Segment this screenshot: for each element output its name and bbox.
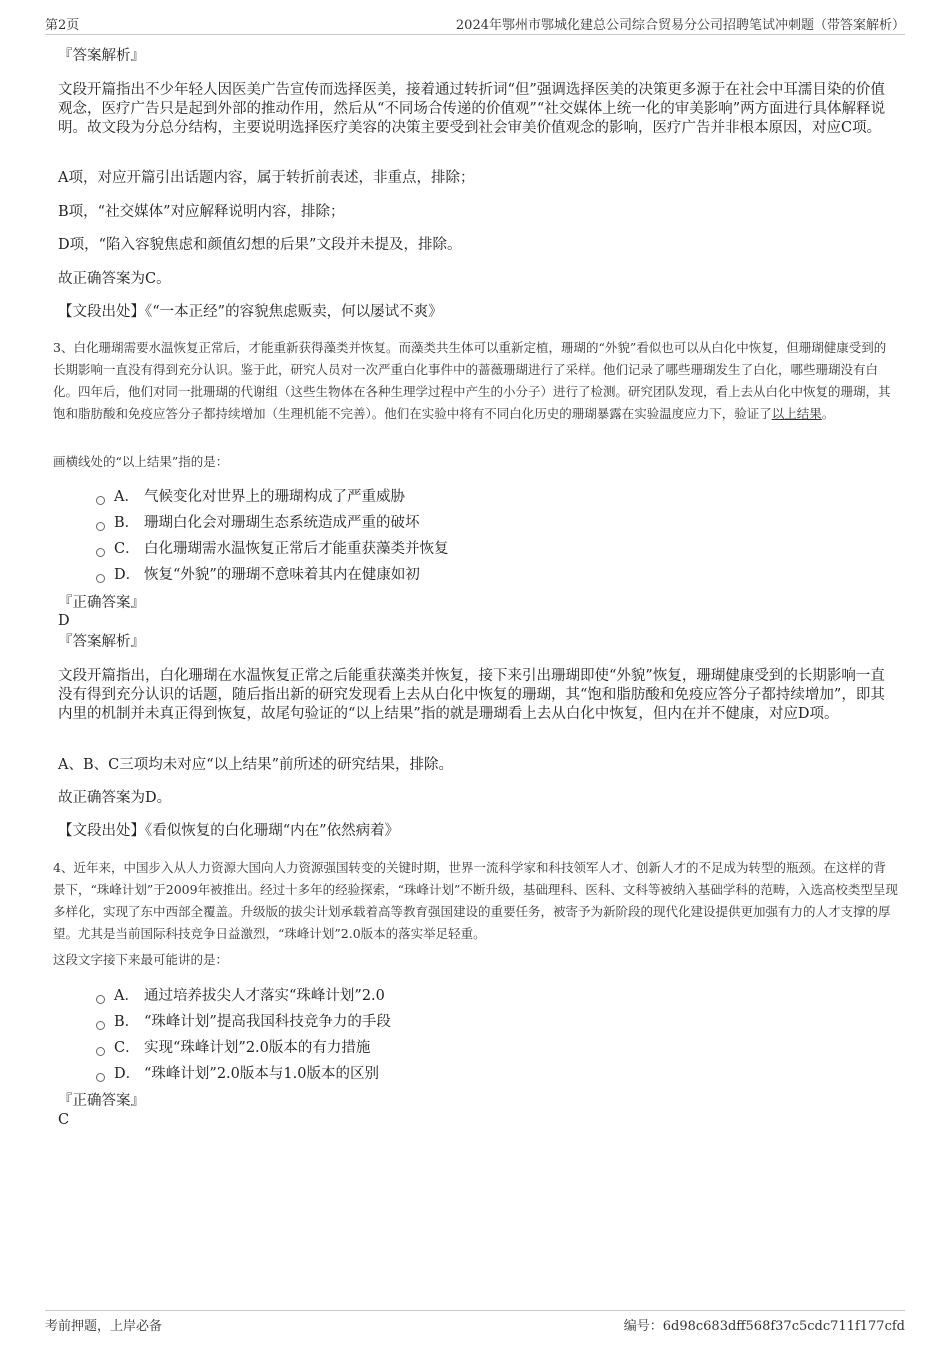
option-abc-analysis: A、B、C三项均未对应“以上结果”前所述的研究结果，排除。	[58, 757, 454, 773]
radio-icon[interactable]	[96, 1047, 105, 1056]
answer-conclusion: 故正确答案为D。	[58, 790, 172, 806]
question-4-option-c[interactable]: C． 实现“珠峰计划”2.0版本的有力措施	[96, 1038, 370, 1058]
radio-icon[interactable]	[96, 1021, 105, 1030]
analysis-text: 文段开篇指出不少年轻人因医美广告宣传而选择医美，接着通过转折词“但”强调选择医美的决策更多源于在社会中耳濡目染的价值观念，医疗广告只是起到外部的推动作用，然后从“不同场合传递的价值观”“社交媒体上统一化的审美影响”两方面进行具体解释说明。故文段为分总分结构，主要说明选择医疗美容的决策主要受到社会审美价值观念的影响，医疗广告并非根本原因，对应C项。	[58, 82, 886, 136]
correct-answer: D	[58, 613, 70, 629]
analysis-text: 文段开篇指出，白化珊瑚在水温恢复正常之后能重获藻类并恢复，接下来引出珊瑚即使“外貌”恢复，珊瑚健康受到的长期影响一直没有得到充分认识的话题，随后指出新的研究发现看上去从白化中恢复的珊瑚，其“饱和脂肪酸和免疫应答分子都持续增加”，即其内里的机制并未真正得到恢复，故尾句验证的“以上结果”指的就是珊瑚看上去从白化中恢复，但内在并不健康，对应D项。	[58, 668, 885, 722]
question-4-option-d[interactable]: D． “珠峰计划”2.0版本与1.0版本的区别	[96, 1064, 379, 1084]
radio-icon[interactable]	[96, 574, 105, 583]
question-4-option-b[interactable]: B． “珠峰计划”提高我国科技竞争力的手段	[96, 1012, 391, 1032]
correct-answer-heading: 『正确答案』	[58, 595, 145, 611]
question-4-option-a[interactable]: A． 通过培养拔尖人才落实“珠峰计划”2.0	[96, 986, 385, 1006]
page-footer	[45, 1310, 905, 1334]
radio-icon[interactable]	[96, 548, 105, 557]
page-header	[45, 14, 905, 35]
source-citation: 【文段出处】《“一本正经”的容貌焦虑贩卖，何以屡试不爽》	[58, 304, 443, 320]
option-a-analysis: A项，对应开篇引出话题内容，属于转折前表述，非重点，排除；	[58, 170, 475, 186]
analysis-heading: 『答案解析』	[58, 634, 145, 650]
question-4-text: 4、近年来，中国步入从人力资源大国向人力资源强国转变的关键时期，世界一流科学家和科技领军人才、创新人才的不足成为转型的瓶颈。在这样的背景下，“珠峰计划”于2009年被推出。经过十多年的经验探索，“珠峰计划”不断升级，基础理科、医科、文科等被纳入基础学科的范畴，入选高校类型呈现多样化，实现了东中西部全覆盖。升级版的拔尖计划承载着高等教育强国建设的重要任务，被寄予为新阶段的现代化建设提供更加强有力的人才支撑的厚望。尤其是当前国际科技竞争日益激烈，“珠峰计划”2.0版本的落实举足轻重。	[53, 860, 898, 941]
footer-slogan: 考前押题，上岸必备	[45, 1319, 163, 1334]
answer-conclusion: 故正确答案为C。	[58, 271, 171, 287]
radio-icon[interactable]	[96, 496, 105, 505]
question-4-prompt: 这段文字接下来最可能讲的是：	[53, 952, 229, 967]
page-number: 第2页	[45, 18, 80, 33]
question-3-option-d[interactable]: D． 恢复“外貌”的珊瑚不意味着其内在健康如初	[96, 565, 420, 585]
question-3-text: 3、白化珊瑚需要水温恢复正常后，才能重新获得藻类并恢复。而藻类共生体可以重新定植，珊瑚的“外貌”看似也可以从白化中恢复，但珊瑚健康受到的长期影响一直没有得到充分认识。鉴于此，研究人员对一次严重白化事件中的蔷薇珊瑚进行了采样。他们记录了哪些珊瑚发生了白化，哪些珊瑚没有白化。四年后，他们对同一批珊瑚的代谢组（这些生物体在各种生理学过程中产生的小分子）进行了检测。研究团队发现，看上去从白化中恢复的珊瑚，其饱和脂肪酸和免疫应答分子都持续增加（生理机能不完善）。他们在实验中将有不同白化历史的珊瑚暴露在实验温度应力下，验证了以上结果。	[53, 340, 891, 421]
analysis-heading: 『答案解析』	[58, 48, 145, 64]
correct-answer: C	[58, 1112, 70, 1128]
option-d-analysis: D项，“陷入容貌焦虑和颜值幻想的后果”文段并未提及，排除。	[58, 237, 462, 253]
correct-answer-heading: 『正确答案』	[58, 1093, 145, 1109]
question-3-prompt: 画横线处的“以上结果”指的是：	[53, 454, 229, 469]
radio-icon[interactable]	[96, 522, 105, 531]
document-title: 2024年鄂州市鄂城化建总公司综合贸易分公司招聘笔试冲刺题（带答案解析）	[455, 18, 905, 33]
question-3-underlined-phrase: 以上结果	[771, 406, 822, 421]
radio-icon[interactable]	[96, 1073, 105, 1082]
source-citation: 【文段出处】《看似恢复的白化珊瑚“内在”依然病着》	[58, 823, 400, 839]
question-3-option-b[interactable]: B． 珊瑚白化会对珊瑚生态系统造成严重的破坏	[96, 513, 420, 533]
document-id: 编号：6d98c683dff568f37c5cdc711f177cfd	[623, 1319, 905, 1334]
option-b-analysis: B项，“社交媒体”对应解释说明内容，排除；	[58, 204, 345, 220]
question-3-option-c[interactable]: C． 白化珊瑚需水温恢复正常后才能重获藻类并恢复	[96, 539, 449, 559]
question-3-option-a[interactable]: A． 气候变化对世界上的珊瑚构成了严重威胁	[96, 487, 405, 507]
radio-icon[interactable]	[96, 995, 105, 1004]
